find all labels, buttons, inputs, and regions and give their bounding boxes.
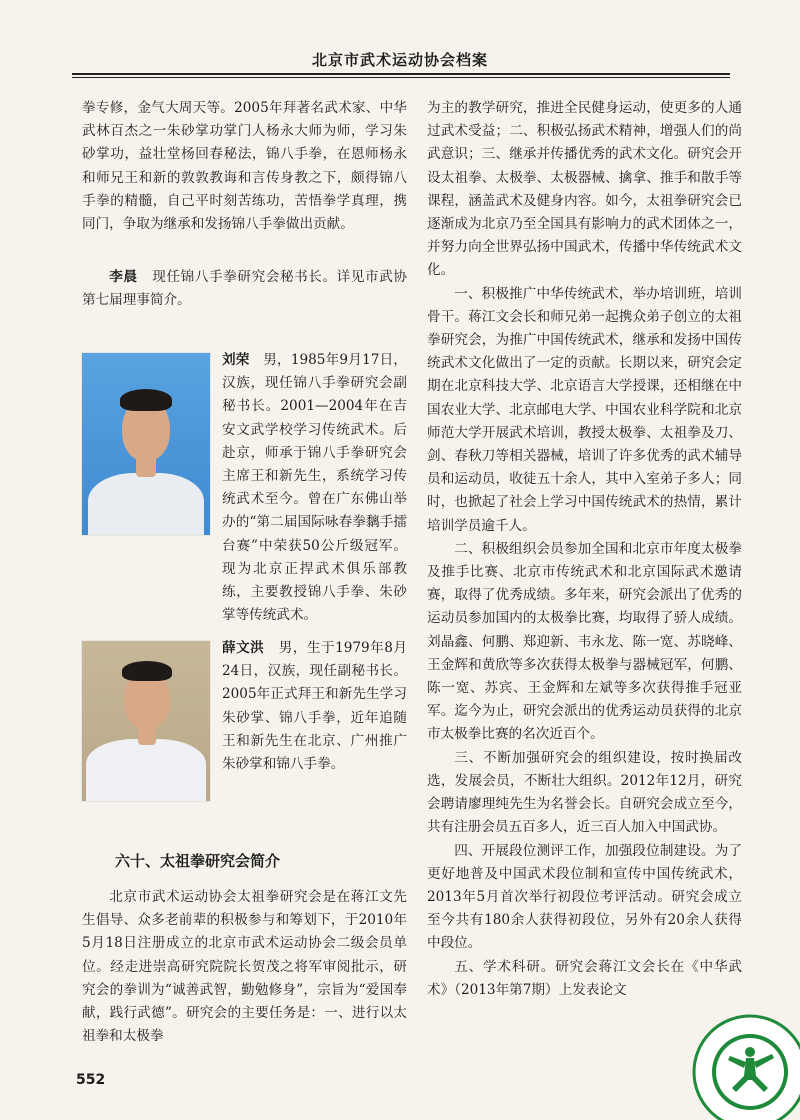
- taizu-logo: [680, 1000, 800, 1120]
- section-paragraph: 北京市武术运动协会太祖拳研究会是在蒋江文先生倡导、众多老前辈的积极参与和筹划下，于2010年5月18日注册成立的北京市武术运动协会二级会员单位。经走进崇高研究院院长贺茂之将军审阅批示，研究会的拳训为“诚善武智，勤勉修身”，宗旨为“爱国奉献，践行武德”。研究会的主要任务是：一、进行以太祖拳和太极拳: [82, 889, 407, 1045]
- header-rule-thin: [72, 77, 730, 78]
- right-paragraph-1: 为主的教学研究，推进全民健身运动，使更多的人通过武术受益；二、积极弘扬武术精神，增强人们的尚武意识；三、继承并传播优秀的武术文化。研究会开设太祖拳、太极拳、太极器械、擒拿、推手和散手等课程，涵盖武术及健身内容。如今，太祖拳研究会已逐渐成为北京乃至全国具有影响力的武术团体之一，并努力向全世界弘扬中国武术，传播中华传统武术文化。: [427, 100, 742, 279]
- right-paragraph-3: 二、积极组织会员参加全国和北京市年度太极拳及推手比赛、北京市传统武术和北京国际武术邀请赛，取得了优秀成绩。多年来，研究会派出了优秀的运动员参加国内的太极拳比赛，均取得了骄人成绩。刘晶鑫、何鹏、郑迎新、韦永龙、陈一宽、苏晓峰、王金辉和黄欣等多次获得太极拳与器械冠军，何鹏、陈一宽、苏宾、王金辉和左斌等多次获得推手冠亚军。迄今为止，研究会派出的优秀运动员获得的北京市太极拳比赛的名次近百个。: [427, 540, 742, 743]
- li-chen-entry: [82, 266, 407, 312]
- xue-wenhong-text: 男，生于1979年8月24日，汉族，现任副秘书长。2005年正式拜王和新先生学习朱砂掌、锦八手拳，近年追随王和新先生在北京、广州推广朱砂掌和锦八手拳。: [222, 640, 408, 773]
- xue-wenhong-photo: [82, 641, 210, 801]
- header-rule-thick: [72, 73, 730, 75]
- right-paragraph-5: 四、开展段位测评工作，加强段位制建设。为了更好地普及中国武术段位制和宣传中国传统武术，2013年5月首次举行初段位考评活动。研究会成立至今共有180余人获得初段位，另外有20余人获得中段位。: [427, 842, 742, 952]
- page-header-title: 北京市武术运动协会档案: [311, 51, 488, 69]
- liu-rong-name: 刘荣: [222, 352, 250, 368]
- intro-paragraph: 拳专修，金气大周天等。2005年拜著名武术家、中华武林百杰之一朱砂掌功掌门人杨永大师为师，学习朱砂掌功，益壮堂杨回春秘法，锦八手拳，在恩师杨永和师兄王和新的敦敦教诲和言传身教之下，颇得锦八手拳的精髓，自己平时刻苦练功，苦悟拳学真理，携同门，争取为继承和发扬锦八手拳做出贡献。: [82, 100, 407, 233]
- page-number: 552: [76, 1072, 106, 1088]
- section-heading: 六十、太祖拳研究会简介: [115, 852, 281, 870]
- liu-rong-photo: [82, 353, 210, 535]
- xue-wenhong-name: 薛文洪: [222, 640, 265, 656]
- section-intro: [82, 886, 407, 1048]
- li-chen-text: 现任锦八手拳研究会秘书长。详见市武协第七届理事简介。: [82, 269, 408, 309]
- right-paragraph-6: 五、学术科研。研究会蒋江文会长在《中华武术》（2013年第7期）上发表论文: [427, 958, 742, 998]
- xue-wenhong-bio: [222, 637, 407, 776]
- left-column-top: [82, 97, 407, 313]
- liu-rong-text: 男，1985年9月17日，汉族，现任锦八手拳研究会副秘书长。2001—2004年在吉安文武学校学习传统武术。后赴京，师承于锦八手拳研究会主席王和新先生，系统学习传统武术至今。曾在广东佛山举办的“第二届国际咏春拳黐手擂台赛”中荣获50公斤级冠军。现为北京正捍武术俱乐部教练，主要教授锦八手拳、朱砂掌等传统武术。: [222, 352, 408, 624]
- li-chen-name: 李晨: [109, 269, 138, 286]
- right-column: [427, 97, 742, 1002]
- right-paragraph-4: 三、不断加强研究会的组织建设，按时换届改选，发展会员，不断壮大组织。2012年12月，研究会聘请廖理纯先生为名誉会长。自研究会成立至今，共有注册会员五百多人，近三百人加入中国武协。: [427, 749, 742, 836]
- right-paragraph-2: 一、积极推广中华传统武术，举办培训班，培训骨干。蒋江文会长和师兄弟一起携众弟子创立的太祖拳研究会，为推广中国传统武术，继承和发扬中国传统武术文化做出了一定的贡献。长期以来，研究会定期在北京科技大学、北京语言大学授课，还相继在中国农业大学、北京邮电大学、中国农业科学院和北京师范大学开展武术培训，教授太极拳、太祖拳及刀、剑、春秋刀等相关器械，培训了许多优秀的武术辅导员和运动员，收徒五十余人，其中入室弟子多人；同时，也掀起了社会上学习中国传统武术的热情，累计培训学员逾千人。: [427, 285, 742, 534]
- liu-rong-bio-top: [222, 349, 407, 627]
